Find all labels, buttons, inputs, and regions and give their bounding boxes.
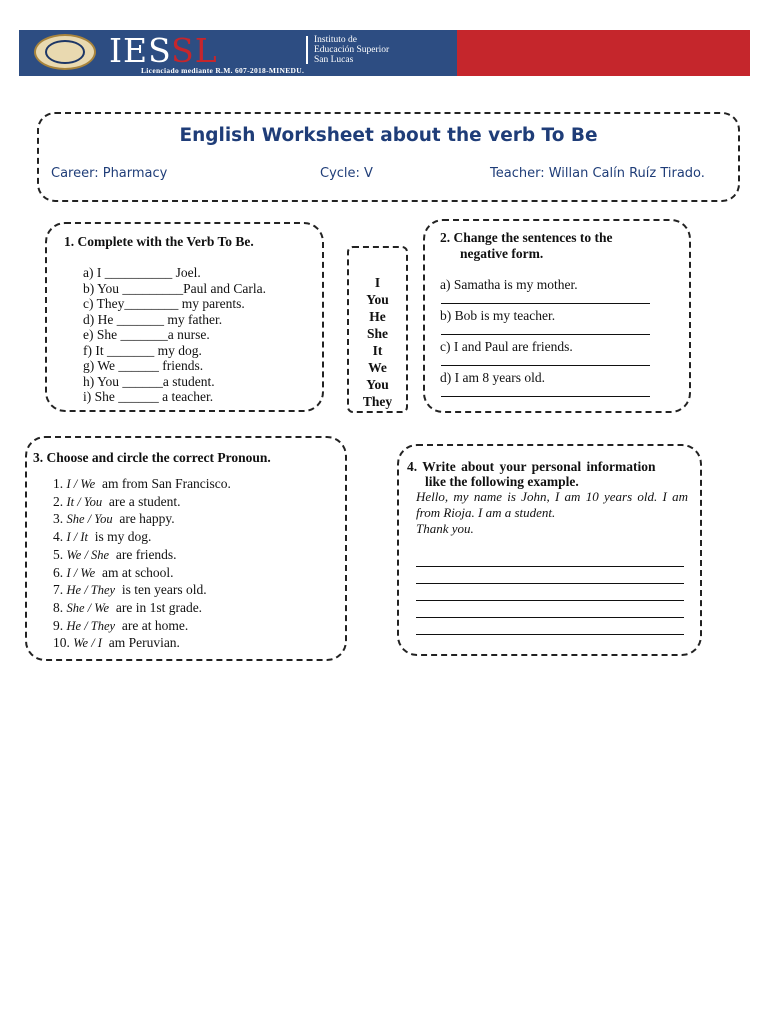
writing-line [416, 566, 684, 567]
exercise-line: g) We ______ friends. [83, 358, 204, 373]
teacher-label: Teacher: Willan Calín Ruíz Tirado. [490, 166, 705, 181]
example-closing: Thank you. [416, 521, 474, 536]
pronoun-list-box [347, 246, 408, 413]
pronoun-item: 6. I / We am at school. [53, 564, 174, 580]
pronoun-item: 9. He / They are at home. [53, 617, 189, 633]
section-1-heading: 1. Complete with the Verb To Be. [64, 234, 254, 249]
section-2-heading-cont: negative form. [460, 246, 544, 261]
writing-line [416, 600, 684, 601]
pronoun-item: 10. We / I am Peruvian. [53, 635, 180, 651]
sentence-line: d) I am 8 years old. [440, 370, 545, 385]
brand-divider [306, 36, 308, 64]
pronoun-item: 7. He / They is ten years old. [53, 582, 207, 598]
pronoun-item: 1. I / We am from San Francisco. [53, 476, 231, 491]
exercise-line: d) He _______ my father. [83, 311, 223, 327]
writing-line [416, 617, 684, 618]
pronoun-list: I You He She It We You They [362, 275, 393, 409]
section-3-box [25, 436, 347, 661]
brand-logo: IESSL [109, 31, 218, 70]
career-label: Career: Pharmacy [51, 166, 168, 181]
section-3-heading: 3. Choose and circle the correct Pronoun. [33, 450, 271, 465]
section-4-heading-cont: like the following example. [425, 474, 579, 489]
section-4-heading: 4. Write about your personal information [407, 459, 656, 474]
section-2-heading: 2. Change the sentences to the [440, 230, 613, 245]
institute-seal-icon [34, 34, 96, 70]
exercise-line: a) I __________ Joel. [83, 265, 201, 280]
title-box [37, 112, 740, 202]
sentence-line: a) Samatha is my mother. [440, 277, 578, 292]
license-text: Licenciado mediante R.M. 607-2018-MINEDU. [141, 66, 305, 75]
exercise-line: e) She _______a nurse. [83, 327, 210, 342]
worksheet-title: English Worksheet about the verb To Be [179, 125, 598, 146]
exercise-line: c) They________ my parents. [83, 296, 245, 311]
writing-line [416, 634, 684, 635]
exercise-line: f) It _______ my dog. [83, 342, 202, 358]
exercise-line: b) You _________Paul and Carla. [83, 280, 266, 296]
answer-line [441, 303, 650, 304]
header-banner [19, 30, 750, 76]
section-4-box [397, 444, 702, 656]
pronoun-item: 8. She / We are in 1st grade. [53, 599, 203, 615]
section-2-box [423, 219, 691, 413]
answer-line [441, 396, 650, 397]
sentence-line: c) I and Paul are friends. [440, 339, 573, 354]
pronoun-item: 4. I / It is my dog. [53, 529, 152, 545]
answer-line [441, 365, 650, 366]
pronoun-item: 3. She / You are happy. [53, 511, 175, 527]
section-1-box [45, 222, 324, 412]
cycle-label: Cycle: V [320, 166, 373, 181]
writing-line [416, 583, 684, 584]
banner-red-panel [457, 30, 750, 76]
exercise-line: i) She ______ a teacher. [83, 389, 214, 404]
pronoun-item: 5. We / She are friends. [53, 546, 177, 562]
exercise-line: h) You ______a student. [83, 373, 215, 389]
institute-name: Instituto de Educación Superior San Lucas [314, 35, 390, 65]
pronoun-item: 2. It / You are a student. [53, 493, 181, 509]
example-paragraph: Hello, my name is John, I am 10 years old. I am from Rioja. I am a student. [416, 489, 688, 520]
answer-line [441, 334, 650, 335]
sentence-line: b) Bob is my teacher. [440, 308, 556, 323]
